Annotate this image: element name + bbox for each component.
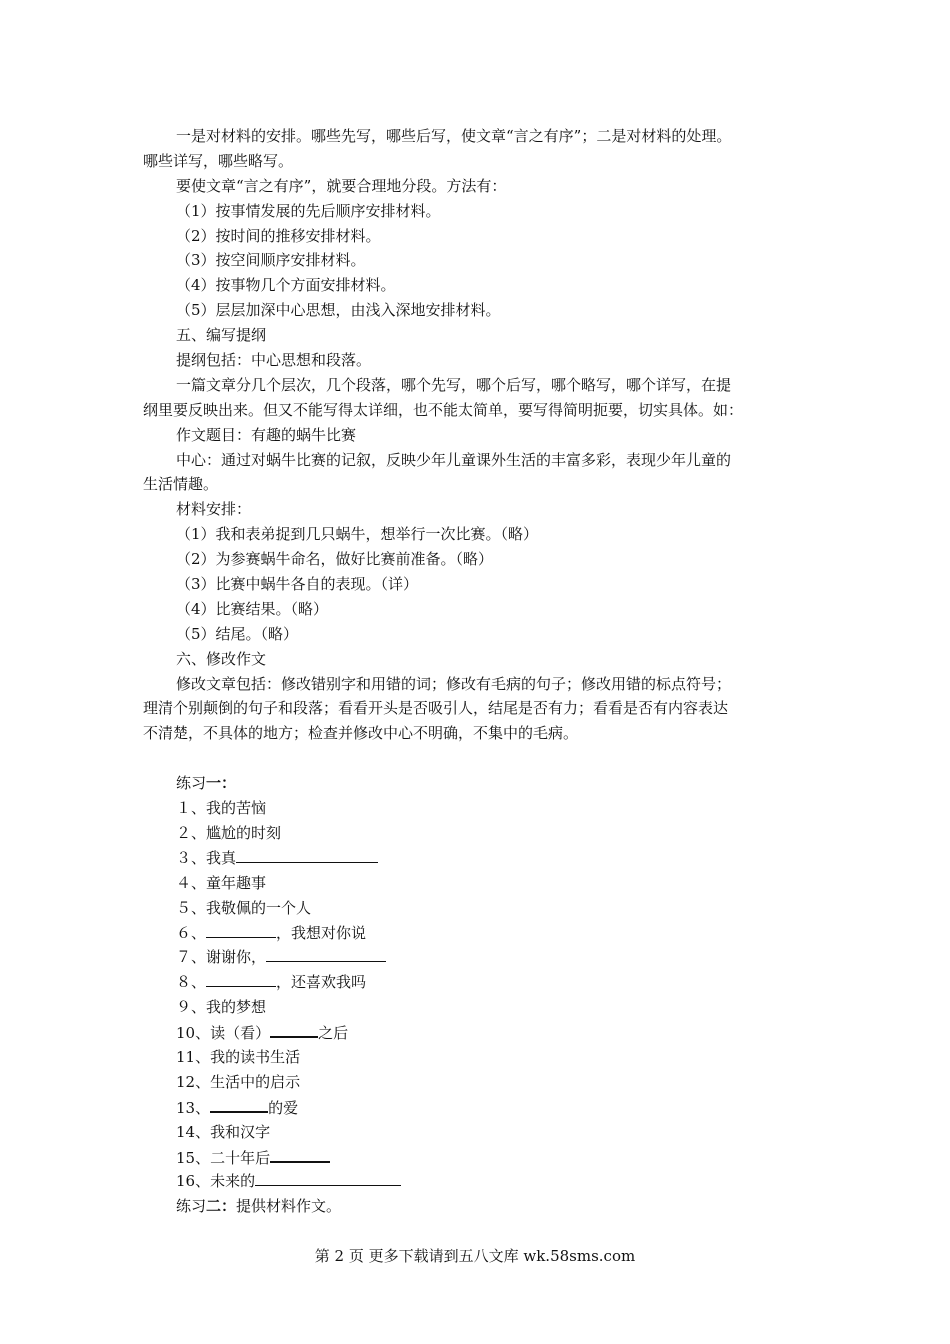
fill-in-blank [206,970,276,987]
exercise-item-text: ，还喜欢我吗 [276,973,367,992]
fill-in-blank [206,921,276,938]
exercise-label-text: 提供材料作文。 [236,1197,342,1216]
section-heading-revise: 六、修改作文 [176,649,267,668]
material-item: （3）比赛中蜗牛各自的表现。（详） [176,575,419,594]
exercise-item-text: ８、 [176,973,207,992]
blank-line [143,746,823,771]
method-item: （1）按事情发展的先后顺序安排材料。 [176,201,441,220]
materials-label: 材料安排： [176,500,252,519]
material-item: （4）比赛结果。（略） [176,599,329,618]
exercise-item [143,921,823,946]
exercise-one-label [143,771,823,796]
outline-includes: 提纲包括：中心思想和段落。 [176,351,372,370]
exercise-item-text: ，我想对你说 [276,923,367,942]
document-body [143,124,823,1219]
exercise-item-text: ３、我真 [176,848,237,867]
exercise-item: ９、我的梦想 [176,998,267,1017]
outline-paragraph-cont: 纲里要反映出来。但又不能写得太详细，也不能太简单，要写得简明扼要，切实具体。如： [143,400,744,419]
outline-paragraph: 一篇文章分几个层次，几个段落，哪个先写，哪个后写，哪个略写，哪个详写，在提 [176,375,732,394]
exercise-item [143,1020,823,1045]
exercise-item [143,970,823,995]
fill-in-blank [255,1169,401,1186]
fill-in-blank [270,1145,330,1163]
exercise-item: ２、尴尬的时刻 [176,823,282,842]
material-item: （5）结尾。（略） [176,624,299,643]
fill-in-blank [266,945,386,962]
method-item: （5）层层加深中心思想，由浅入深地安排材料。 [176,301,501,320]
exercise-item [143,945,823,970]
exercise-item-text: ７、谢谢你， [176,948,267,967]
revise-paragraph: 修改文章包括：修改错别字和用错的词；修改有毛病的句子；修改用错的标点符号； [176,674,732,693]
fill-in-blank [236,846,378,863]
material-item: （2）为参赛蜗牛命名，做好比赛前准备。（略） [176,550,494,569]
paragraph-orderly: 要使文章“言之有序”，就要合理地分段。方法有： [176,176,507,195]
example-center-cont: 生活情趣。 [143,475,219,494]
exercise-item-text: 13、 [176,1098,211,1117]
example-center: 中心：通过对蜗牛比赛的记叙，反映少年儿童课外生活的丰富多彩，表现少年儿童的 [176,450,732,469]
exercise-item [143,1145,823,1170]
exercise-item: 14、我和汉字 [176,1122,271,1141]
exercise-item [143,846,823,871]
exercise-item [143,1169,823,1194]
exercise-item: ４、童年趣事 [176,873,267,892]
method-item: （4）按事物几个方面安排材料。 [176,276,396,295]
exercise-item-text: 10、读（看） [176,1024,271,1043]
example-title: 作文题目：有趣的蜗牛比赛 [176,425,357,444]
exercise-item: ５、我敬佩的一个人 [176,898,312,917]
revise-paragraph-cont: 理清个别颠倒的句子和段落；看看开头是否吸引人，结尾是否有力；看看是否有内容表达 [143,699,729,718]
exercise-item: 11、我的读书生活 [176,1047,301,1066]
paragraph-material-arrangement: 一是对材料的安排。哪些先写，哪些后写，使文章“言之有序”；二是对材料的处理。 [176,127,732,145]
fill-in-blank [210,1095,268,1113]
exercise-item-text: 15、二十年后 [176,1148,271,1167]
revise-paragraph-cont: 不清楚，不具体的地方；检查并修改中心不明确，不集中的毛病。 [143,724,579,743]
exercise-item [143,1095,823,1120]
method-item: （2）按时间的推移安排材料。 [176,226,381,245]
exercise-item-text: 的爱 [268,1098,299,1117]
paragraph-material-arrangement-cont: 哪些详写，哪些略写。 [143,151,294,170]
exercise-label-prefix: 练习 [176,774,207,793]
exercise-label-number: 二： [206,1197,237,1216]
exercise-label-prefix: 练习 [176,1197,207,1216]
exercise-item-text: ６、 [176,923,207,942]
exercise-two-label [143,1194,823,1219]
page-footer: 第 2 页 更多下载请到五八文库 wk.58sms.com [314,1247,636,1265]
exercise-item: 12、生活中的启示 [176,1072,301,1091]
exercise-item-text: 之后 [318,1024,349,1043]
section-heading-outline: 五、编写提纲 [176,326,267,345]
fill-in-blank [270,1020,318,1038]
material-item: （1）我和表弟捉到几只蜗牛，想举行一次比赛。（略） [176,525,539,544]
exercise-label-number: 一： [206,774,237,793]
method-item: （3）按空间顺序安排材料。 [176,251,366,270]
exercise-item-text: 16、未来的 [176,1172,256,1191]
exercise-item: １、我的苦恼 [176,799,267,818]
